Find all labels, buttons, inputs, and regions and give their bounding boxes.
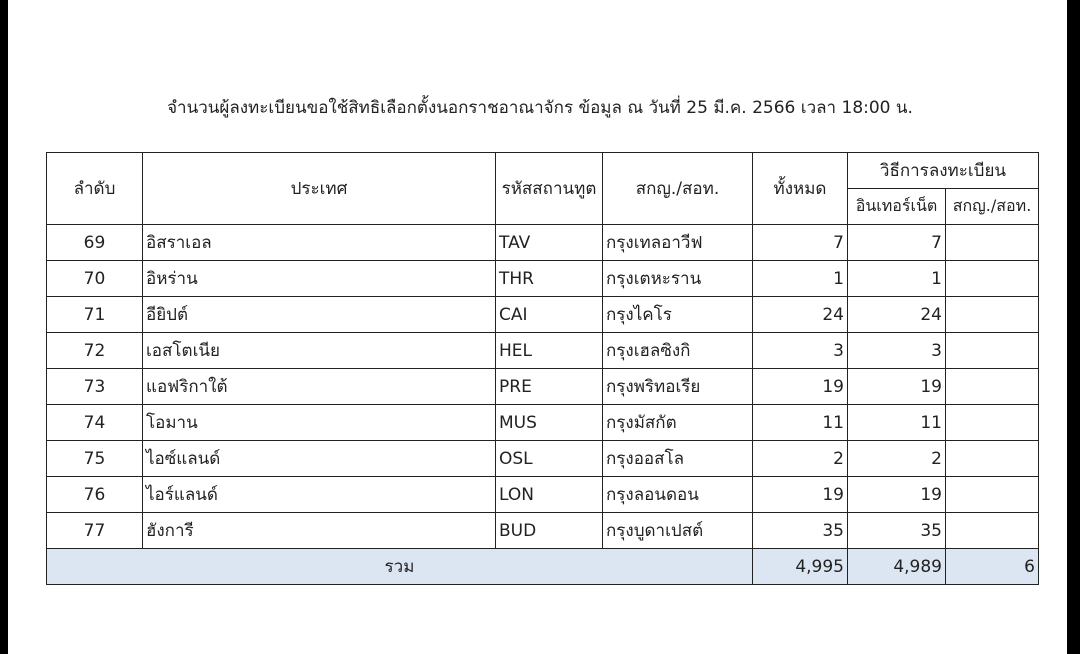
total-row bbox=[47, 549, 1039, 585]
cell-embassy-code: PRE bbox=[496, 369, 603, 405]
registration-table bbox=[46, 152, 1039, 585]
cell-rank: 74 bbox=[47, 405, 143, 441]
cell-rank: 75 bbox=[47, 441, 143, 477]
cell-embassy: กรุงบูดาเปสต์ bbox=[603, 513, 753, 549]
cell-internet: 19 bbox=[848, 477, 946, 513]
cell-country: โอมาน bbox=[143, 405, 496, 441]
cell-embassy: กรุงพริทอเรีย bbox=[603, 369, 753, 405]
cell-total: 1 bbox=[753, 261, 848, 297]
cell-embassy: กรุงลอนดอน bbox=[603, 477, 753, 513]
table-row bbox=[47, 405, 1039, 441]
table-row bbox=[47, 369, 1039, 405]
cell-internet: 3 bbox=[848, 333, 946, 369]
header-registration-method: วิธีการลงทะเบียน bbox=[848, 153, 1039, 189]
cell-embassy-code: CAI bbox=[496, 297, 603, 333]
cell-country: ไอร์แลนด์ bbox=[143, 477, 496, 513]
table-row bbox=[47, 441, 1039, 477]
header-embassy: สกญ./สอท. bbox=[603, 153, 753, 225]
cell-country: อิสราเอล bbox=[143, 225, 496, 261]
cell-embassy-code: MUS bbox=[496, 405, 603, 441]
cell-rank: 71 bbox=[47, 297, 143, 333]
cell-total: 35 bbox=[753, 513, 848, 549]
cell-country: เอสโตเนีย bbox=[143, 333, 496, 369]
table-row bbox=[47, 225, 1039, 261]
total-internet: 4,989 bbox=[848, 549, 946, 585]
cell-rank: 73 bbox=[47, 369, 143, 405]
cell-mission bbox=[946, 513, 1039, 549]
cell-total: 19 bbox=[753, 369, 848, 405]
table-row bbox=[47, 261, 1039, 297]
cell-rank: 76 bbox=[47, 477, 143, 513]
cell-rank: 69 bbox=[47, 225, 143, 261]
cell-embassy-code: THR bbox=[496, 261, 603, 297]
header-total: ทั้งหมด bbox=[753, 153, 848, 225]
cell-total: 11 bbox=[753, 405, 848, 441]
document-title: จำนวนผู้ลงทะเบียนขอใช้สิทธิเลือกตั้งนอกราชอาณาจักร ข้อมูล ณ วันที่ 25 มี.ค. 2566 เวลา 18:00 น. bbox=[167, 98, 913, 118]
cell-total: 19 bbox=[753, 477, 848, 513]
cell-internet: 24 bbox=[848, 297, 946, 333]
cell-embassy-code: HEL bbox=[496, 333, 603, 369]
table-row bbox=[47, 297, 1039, 333]
table-header-row bbox=[47, 153, 1039, 189]
cell-mission bbox=[946, 297, 1039, 333]
cell-embassy: กรุงออสโล bbox=[603, 441, 753, 477]
header-rank: ลำดับ bbox=[47, 153, 143, 225]
cell-country: อียิปต์ bbox=[143, 297, 496, 333]
cell-mission bbox=[946, 225, 1039, 261]
cell-rank: 72 bbox=[47, 333, 143, 369]
cell-mission bbox=[946, 333, 1039, 369]
table-row bbox=[47, 333, 1039, 369]
total-all: 4,995 bbox=[753, 549, 848, 585]
header-country: ประเทศ bbox=[143, 153, 496, 225]
cell-internet: 7 bbox=[848, 225, 946, 261]
cell-mission bbox=[946, 477, 1039, 513]
cell-country: ฮังการี bbox=[143, 513, 496, 549]
header-embassy-code: รหัสสถานทูต bbox=[496, 153, 603, 225]
cell-total: 3 bbox=[753, 333, 848, 369]
cell-mission bbox=[946, 369, 1039, 405]
cell-country: แอฟริกาใต้ bbox=[143, 369, 496, 405]
cell-internet: 35 bbox=[848, 513, 946, 549]
table-row bbox=[47, 513, 1039, 549]
cell-embassy: กรุงไคโร bbox=[603, 297, 753, 333]
cell-country: ไอซ์แลนด์ bbox=[143, 441, 496, 477]
cell-country: อิหร่าน bbox=[143, 261, 496, 297]
cell-rank: 70 bbox=[47, 261, 143, 297]
cell-embassy: กรุงเตหะราน bbox=[603, 261, 753, 297]
cell-embassy-code: TAV bbox=[496, 225, 603, 261]
cell-embassy-code: BUD bbox=[496, 513, 603, 549]
cell-mission bbox=[946, 441, 1039, 477]
header-internet: อินเทอร์เน็ต bbox=[848, 189, 946, 225]
cell-internet: 2 bbox=[848, 441, 946, 477]
cell-internet: 1 bbox=[848, 261, 946, 297]
cell-internet: 19 bbox=[848, 369, 946, 405]
cell-embassy: กรุงเทลอาวีฟ bbox=[603, 225, 753, 261]
cell-mission bbox=[946, 405, 1039, 441]
table-row bbox=[47, 477, 1039, 513]
cell-embassy: กรุงมัสกัต bbox=[603, 405, 753, 441]
cell-mission bbox=[946, 261, 1039, 297]
document-page bbox=[8, 0, 1067, 654]
cell-internet: 11 bbox=[848, 405, 946, 441]
cell-embassy-code: OSL bbox=[496, 441, 603, 477]
total-label: รวม bbox=[47, 549, 753, 585]
total-mission: 6 bbox=[946, 549, 1039, 585]
cell-total: 24 bbox=[753, 297, 848, 333]
cell-total: 7 bbox=[753, 225, 848, 261]
header-mission: สกญ./สอท. bbox=[946, 189, 1039, 225]
cell-embassy-code: LON bbox=[496, 477, 603, 513]
cell-total: 2 bbox=[753, 441, 848, 477]
cell-rank: 77 bbox=[47, 513, 143, 549]
cell-embassy: กรุงเฮลซิงกิ bbox=[603, 333, 753, 369]
